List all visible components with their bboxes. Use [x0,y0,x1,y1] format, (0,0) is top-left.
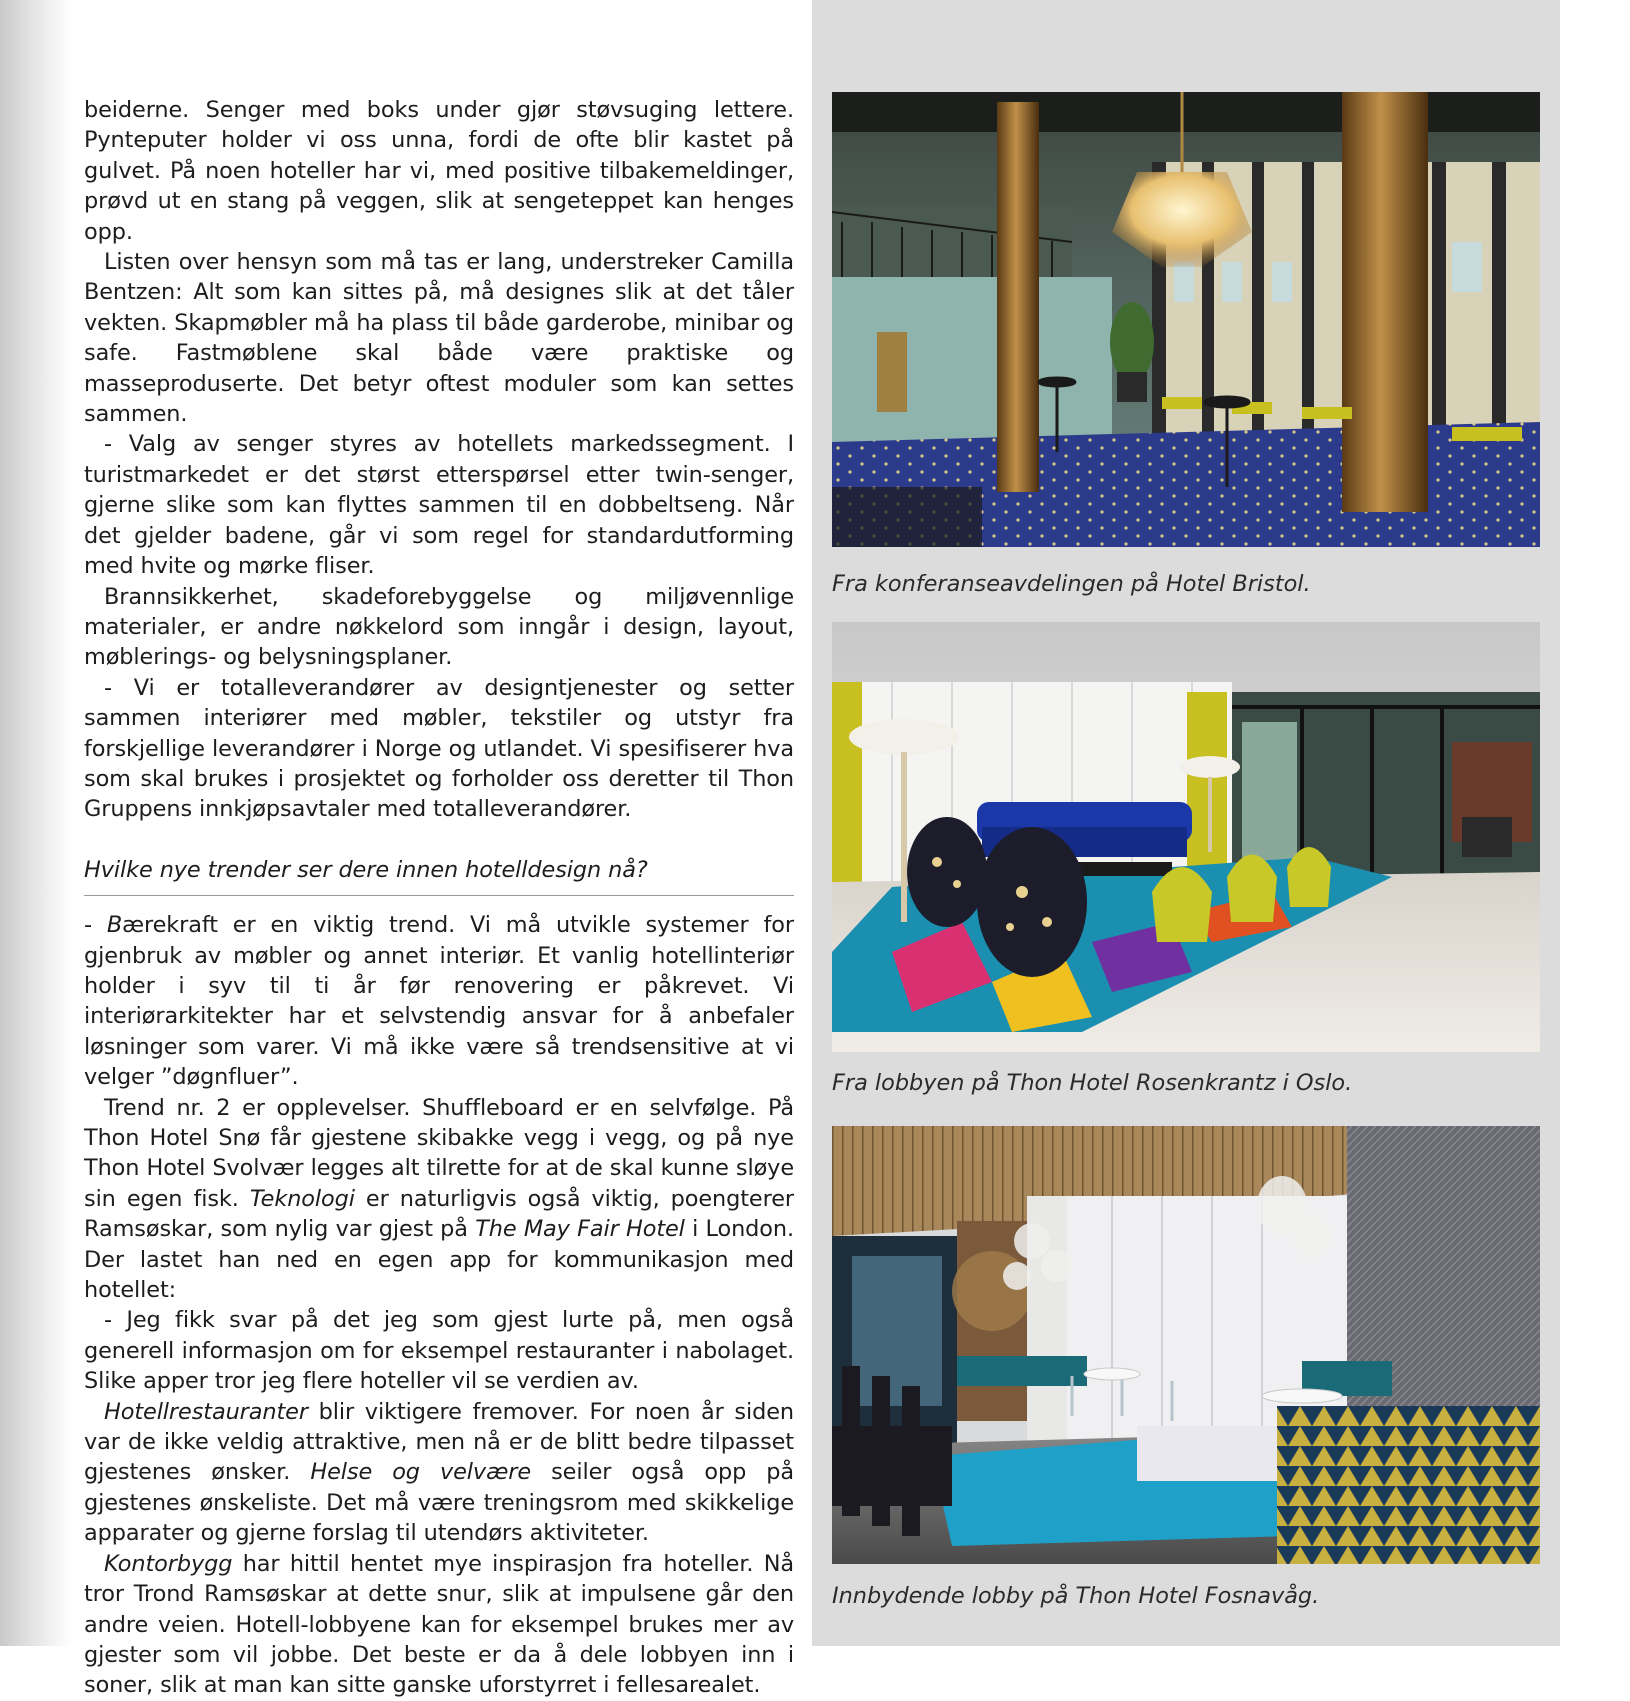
caption-thon-hotel-rosenkrantz: Fra lobbyen på Thon Hotel Rosenkrantz i Oslo. [832,1070,1353,1096]
paragraph-2: Listen over hensyn som må tas er lang, understreker Camilla Bentzen: Alt som kan sittes på, må designes slik at det tåler vekten. Skapmøbler må ha plass til både garderobe, minibar og safe. Fastmøblene skal både være praktiske og masseproduserte. Det betyr oftest moduler som kan settes sammen. [84,249,794,428]
italic-run: Hotellrestauranter [104,1398,308,1425]
italic-run: B [106,912,123,939]
text-run: Trend nr. 2 er opplevelser. Shuffleboard er en selvfølge. På Thon Hotel Snø får gjestene skibakke vegg i vegg, og på nye Thon Hotel Svolvær legges alt tilrette for at de skal kunne sløye sin egen fisk. [84,1094,794,1212]
photo-hotel-bristol [832,92,1540,547]
text-run: - [84,912,107,939]
paragraph-7 [84,1093,794,1306]
page-right-margin [1560,0,1630,1646]
text-run: ærekraft er en viktig trend. Vi må utvikle systemer for gjenbruk av møbler og annet interiør. Et vanlig hotellinteriør holder i syv til ti år før renovering er påkrevet. Vi interiørarkitekter har et selvstendig ansvar for å anbefaler løsninger som varer. Vi må ikke være så trendsensitive at vi velger ”døgnfluer”. [84,912,794,1091]
interview-question: Hvilke nye trender ser dere innen hotelldesign nå? [84,855,794,896]
text-run: er naturligvis også viktig, poengterer Ramsøskar, som nylig var gjest på [84,1185,794,1243]
article-text-column [84,95,794,1701]
text-run: har hittil hentet mye inspirasjon fra hoteller. Nå tror Trond Ramsøskar at dette snur, slik at impulsene går den andre veien. Hotell-lobbyene kan for eksempel brukes mer av gjester som vil jobbe. Det beste er da å dele lobbyen inn i soner, slik at man kan sitte ganske uforstyrret i fellesarealet. [84,1550,794,1699]
photo-thon-hotel-fosnavag [832,1126,1540,1564]
paragraph-3: - Valg av senger styres av hotellets markedssegment. I turistmarkedet er det størst etterspørsel etter twin-senger, gjerne slike som kan flyttes sammen til en dobbeltseng. Når det gjelder badene, går vi som regel for standardutforming med hvite og mørke fliser. [84,431,794,580]
photo-hotel-bristol-illustration [832,92,1540,547]
italic-run: Teknologi [249,1185,355,1212]
paragraph-8: - Jeg fikk svar på det jeg som gjest lurte på, men også generell informasjon om for eksempel restauranter i nabolaget. Slike apper tror jeg flere hoteller vil se verdien av. [84,1307,794,1395]
text-run: blir viktigere fremover. For noen år siden var de ikke veldig attraktive, men nå er de blitt bedre tilpasset gjestenes ønsker. [84,1398,794,1486]
caption-thon-hotel-fosnavag: Innbydende lobby på Thon Hotel Fosnavåg. [832,1583,1320,1609]
italic-run: Kontorbygg [104,1550,233,1577]
paragraph-9 [84,1397,794,1549]
text-run: i London. Der lastet han ned en egen app for kommunikasjon med hotellet: [84,1216,794,1304]
paragraph-1: beiderne. Senger med boks under gjør støvsuging lettere. Pynteputer holder vi oss unna, fordi de ofte blir kastet på gulvet. På noen hoteller har vi, med positive tilbakemeldinger, prøvd ut en stang på veggen, slik at sengeteppet kan henges opp. [84,97,794,245]
photo-thon-hotel-rosenkrantz [832,622,1540,1052]
photo-rosenkrantz-illustration [832,622,1540,1052]
paragraph-5: - Vi er totalleverandører av designtjenester og setter sammen interiører med møbler, tekstiler og utstyr fra forskjellige leverandører i Norge og utlandet. Vi spesifiserer hva som skal brukes i prosjektet og forholder oss deretter til Thon Gruppens innkjøpsavtaler med totalleverandører. [84,674,794,823]
paragraph-4: Brannsikkerhet, skadeforebyggelse og miljøvennlige materialer, er andre nøkkelord som inngår i design, layout, møblerings- og belysningsplaner. [84,583,794,671]
paragraph-6 [84,910,794,1092]
caption-hotel-bristol: Fra konferanseavdelingen på Hotel Bristol. [832,571,1311,597]
paragraph-10 [84,1549,794,1701]
text-run: seiler også opp på gjestenes ønskeliste. Det må være treningsrom med skikkelige apparater og gjerne forslag til utendørs aktiviteter. [84,1459,794,1547]
photo-fosnavag-illustration [832,1126,1540,1564]
italic-run: Helse og velvære [310,1459,532,1486]
italic-run: The May Fair Hotel [475,1216,685,1243]
page-spine-shadow [0,0,72,1646]
